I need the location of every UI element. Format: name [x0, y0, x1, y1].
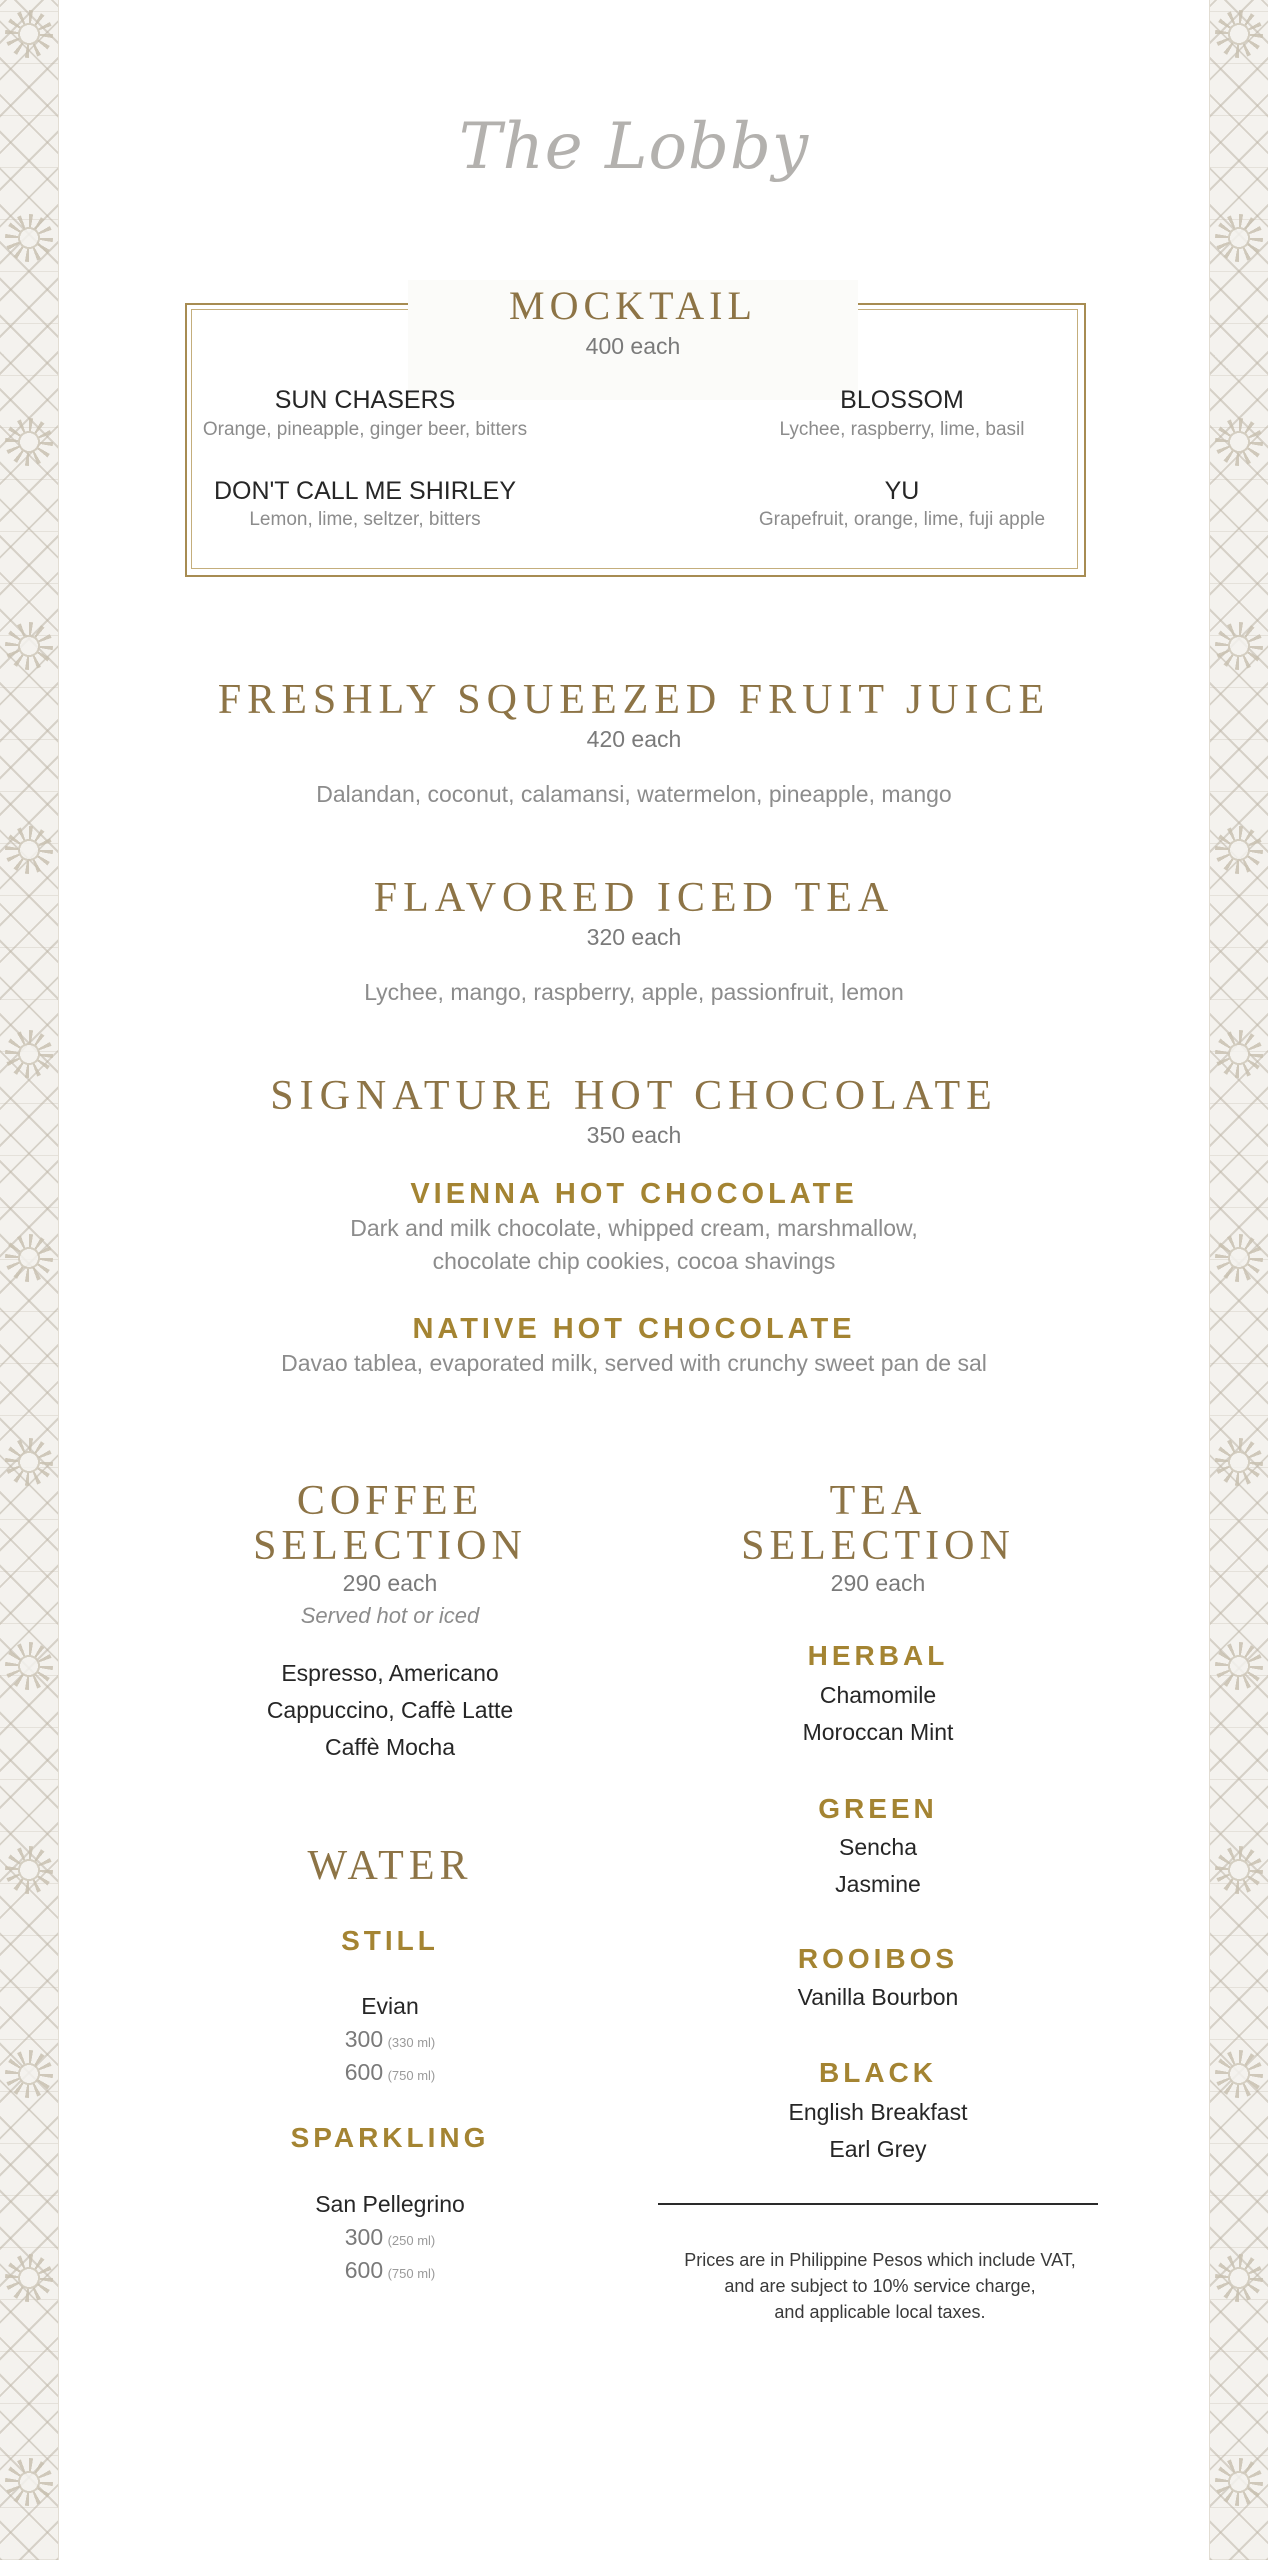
vienna-desc-line1: Dark and milk chocolate, whipped cream, marshmallow,	[350, 1215, 918, 1241]
sparkling-price: 600	[344, 2257, 384, 2283]
sun-ornament-icon	[1215, 2050, 1263, 2098]
sun-ornament-icon	[1215, 10, 1263, 58]
mocktail-item-name: YU	[884, 477, 920, 505]
herbal-item: Chamomile	[819, 1682, 937, 1708]
mocktail-item-name: BLOSSOM	[840, 386, 964, 414]
hot-chocolate-price: 350 each	[586, 1122, 682, 1148]
sun-ornament-icon	[5, 2254, 53, 2302]
rooibos-label: ROOIBOS	[797, 1943, 959, 1974]
black-item: English Breakfast	[788, 2099, 968, 2125]
still-price: 600	[344, 2059, 384, 2085]
mocktail-item-desc: Lychee, raspberry, lime, basil	[779, 419, 1025, 440]
tea-title-line2: SELECTION	[741, 1523, 1015, 1569]
coffee-item: Cappuccino, Caffè Latte	[266, 1697, 514, 1723]
sun-ornament-icon	[1215, 1846, 1263, 1894]
sun-ornament-icon	[5, 1642, 53, 1690]
sun-ornament-icon	[1215, 2458, 1263, 2506]
green-item: Sencha	[838, 1834, 917, 1860]
mocktail-item-desc: Grapefruit, orange, lime, fuji apple	[758, 509, 1046, 530]
green-item: Jasmine	[835, 1871, 921, 1897]
mocktail-item-desc: Lemon, lime, seltzer, bitters	[249, 509, 481, 530]
sparkling-price-row	[190, 2257, 590, 2284]
still-price: 300	[344, 2026, 384, 2052]
tea-title-line1: TEA	[829, 1478, 927, 1524]
mocktail-price: 400 each	[585, 333, 681, 359]
still-price-row	[190, 2026, 590, 2053]
native-desc: Davao tablea, evaporated milk, served with crunchy sweet pan de sal	[281, 1350, 987, 1376]
sun-ornament-icon	[5, 10, 53, 58]
herbal-item: Moroccan Mint	[802, 1719, 954, 1745]
sun-ornament-icon	[5, 826, 53, 874]
sun-ornament-icon	[5, 1846, 53, 1894]
coffee-item: Espresso, Americano	[281, 1660, 499, 1686]
sun-ornament-icon	[5, 214, 53, 262]
tea-price: 290 each	[830, 1570, 926, 1596]
juice-price: 420 each	[586, 726, 682, 752]
still-price-row	[190, 2059, 590, 2086]
sparkling-price-row	[190, 2224, 590, 2251]
sparkling-size: (250 ml)	[387, 2233, 436, 2248]
black-item: Earl Grey	[829, 2136, 927, 2162]
sun-ornament-icon	[5, 622, 53, 670]
sun-ornament-icon	[1215, 2254, 1263, 2302]
sun-ornament-icon	[5, 2050, 53, 2098]
sun-ornament-icon	[1215, 826, 1263, 874]
sun-ornament-icon	[1215, 214, 1263, 262]
coffee-price: 290 each	[342, 1570, 438, 1596]
sun-ornament-icon	[5, 418, 53, 466]
sun-ornament-icon	[5, 2458, 53, 2506]
herbal-label: HERBAL	[807, 1640, 949, 1671]
iced-tea-desc: Lychee, mango, raspberry, apple, passionfruit, lemon	[364, 979, 904, 1005]
mocktail-item-desc: Orange, pineapple, ginger beer, bitters	[202, 419, 528, 440]
still-brand: Evian	[361, 1993, 419, 2019]
sun-ornament-icon	[5, 1030, 53, 1078]
mocktail-title: MOCKTAIL	[509, 283, 757, 328]
sun-ornament-icon	[1215, 1438, 1263, 1486]
iced-tea-price: 320 each	[586, 924, 682, 950]
footer-line: and applicable local taxes.	[774, 2302, 986, 2322]
mocktail-item-name: SUN CHASERS	[274, 386, 456, 414]
sun-ornament-icon	[5, 1438, 53, 1486]
mocktail-item-name: DON'T CALL ME SHIRLEY	[213, 477, 517, 505]
juice-desc: Dalandan, coconut, calamansi, watermelon, pineapple, mango	[316, 781, 952, 807]
sparkling-label: SPARKLING	[290, 2122, 490, 2153]
sun-ornament-icon	[1215, 622, 1263, 670]
green-label: GREEN	[818, 1793, 938, 1824]
still-label: STILL	[341, 1925, 439, 1956]
juice-title: FRESHLY SQUEEZED FRUIT JUICE	[217, 677, 1051, 723]
iced-tea-title: FLAVORED ICED TEA	[373, 875, 895, 921]
sun-ornament-icon	[1215, 1030, 1263, 1078]
sun-ornament-icon	[1215, 1642, 1263, 1690]
lobby-logo: The Lobby	[458, 110, 810, 184]
native-hot-chocolate-name: NATIVE HOT CHOCOLATE	[412, 1313, 856, 1345]
footer-line: Prices are in Philippine Pesos which include VAT,	[684, 2250, 1076, 2270]
coffee-title-line1: COFFEE	[296, 1478, 484, 1524]
vienna-desc-line2: chocolate chip cookies, cocoa shavings	[432, 1248, 836, 1274]
still-size: (330 ml)	[387, 2035, 436, 2050]
sparkling-price: 300	[344, 2224, 384, 2250]
still-size: (750 ml)	[387, 2068, 436, 2083]
coffee-item: Caffè Mocha	[325, 1734, 455, 1760]
vienna-hot-chocolate-name: VIENNA HOT CHOCOLATE	[410, 1178, 858, 1210]
sparkling-brand: San Pellegrino	[315, 2191, 465, 2217]
coffee-title-line2: SELECTION	[253, 1523, 527, 1569]
footer-line: and are subject to 10% service charge,	[724, 2276, 1036, 2296]
black-label: BLACK	[819, 2057, 937, 2088]
coffee-note: Served hot or iced	[300, 1603, 480, 1628]
water-title: WATER	[307, 1843, 473, 1889]
rooibos-item: Vanilla Bourbon	[797, 1984, 959, 2010]
hot-chocolate-title: SIGNATURE HOT CHOCOLATE	[270, 1073, 998, 1119]
sparkling-size: (750 ml)	[387, 2266, 436, 2281]
footer-divider	[658, 2203, 1098, 2205]
sun-ornament-icon	[1215, 418, 1263, 466]
